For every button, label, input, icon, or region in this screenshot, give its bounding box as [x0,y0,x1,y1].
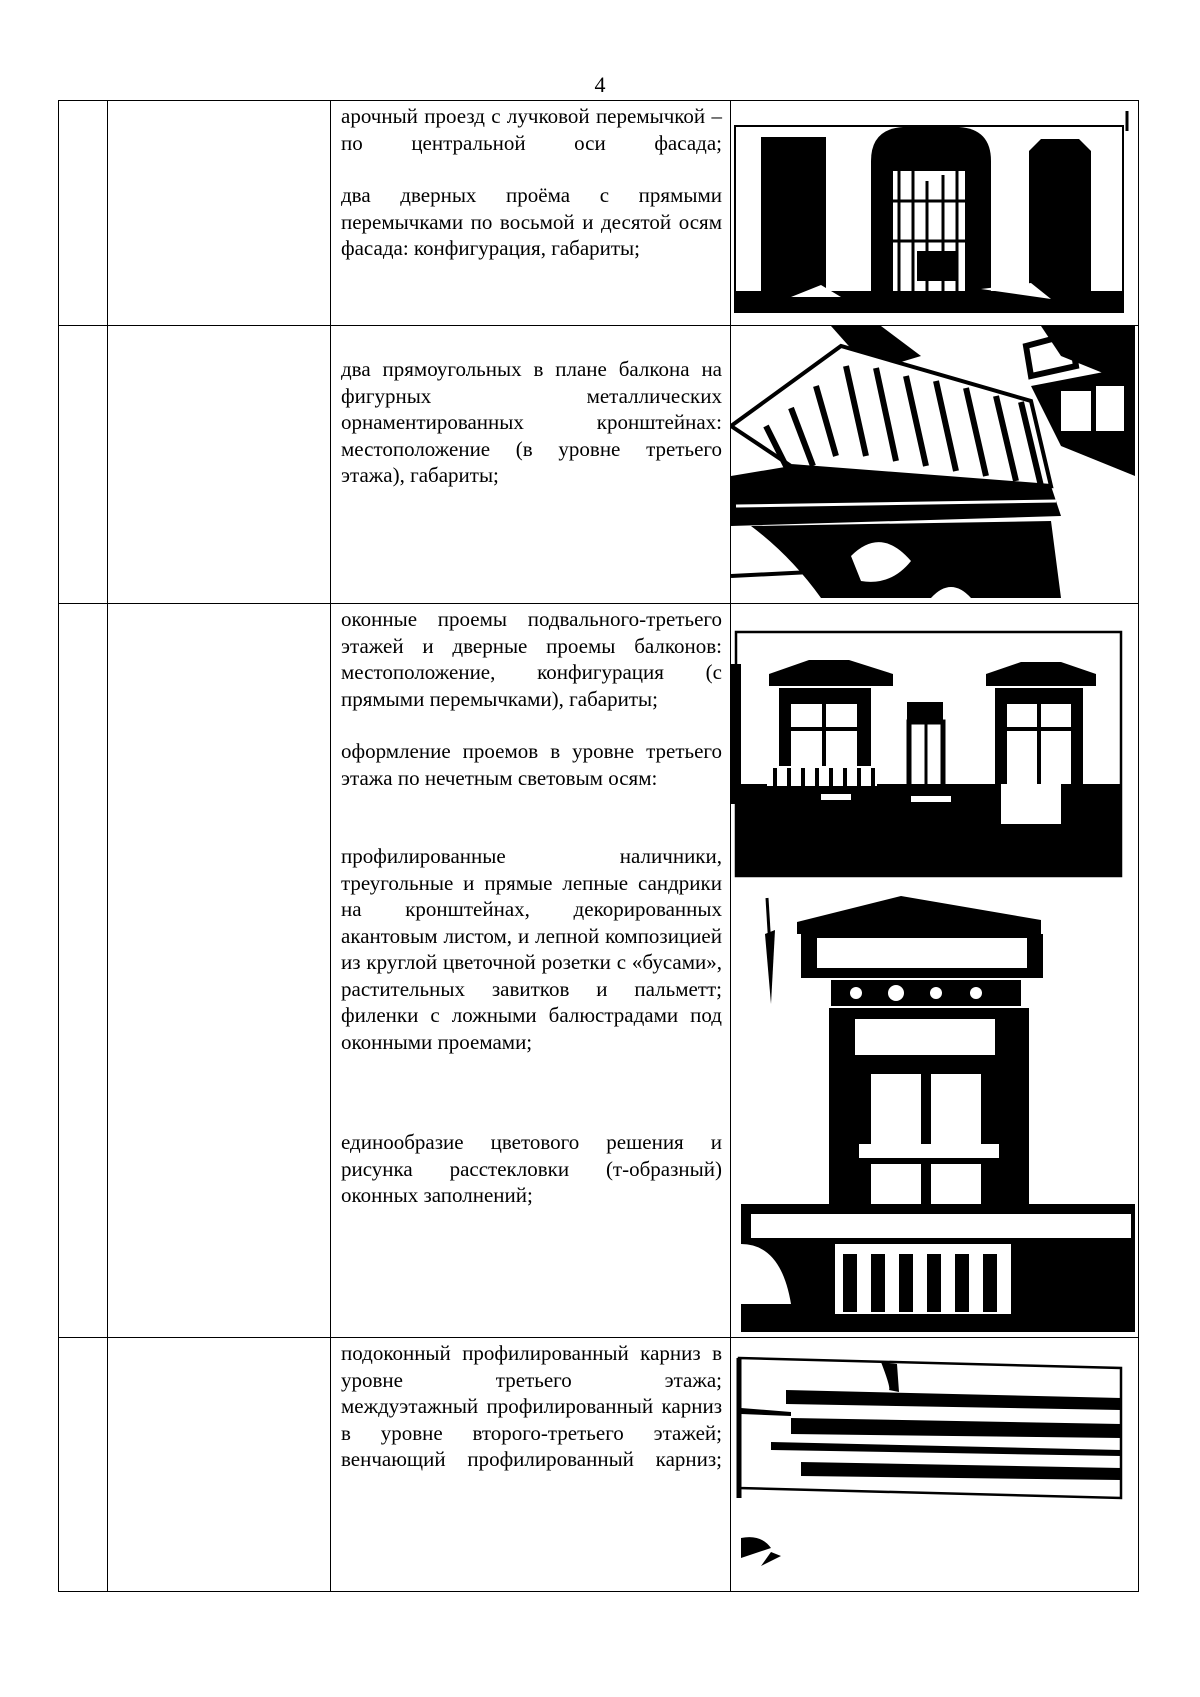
number-cell [59,101,108,326]
feature-text: междуэтажный профилированный карниз в уровне второго-третьего этажей; [341,1394,722,1445]
number-cell [59,1338,108,1592]
photo-cell [731,101,1139,326]
facade-windows-photo [731,604,1135,1332]
number-cell [59,604,108,1338]
number-cell [59,326,108,604]
feature-text: подоконный профилированный карниз в уровне третьего этажа; [341,1341,722,1392]
balcony-photo [731,326,1135,598]
photo-cell [731,604,1139,1338]
page-number: 4 [594,72,606,97]
name-cell [108,101,331,326]
table-row [59,1338,1139,1592]
feature-text: единообразие цветового решения и рисунка расстекловки (т-образный) оконных заполнений; [341,1130,722,1207]
feature-text: оформление проемов в уровне третьего этажа по нечетным световым осям: [341,739,722,790]
description-cell [331,101,731,326]
feature-text: арочный проезд с лучковой перемычкой – по центральной оси фасада; [341,104,722,155]
photo-cell [731,326,1139,604]
name-cell [108,604,331,1338]
cornices-photo [731,1338,1135,1586]
feature-text: два дверных проёма с прямыми перемычками по восьмой и десятой осям фасада: конфигурация, габариты; [341,183,722,260]
table-row [59,326,1139,604]
feature-text: оконные проемы подвального-третьего этажей и дверные проемы балконов: местоположение, конфигурация (с прямыми перемычками), габариты; [341,607,722,711]
feature-text: венчающий профилированный карниз; [341,1447,722,1471]
table-row [59,604,1139,1338]
name-cell [108,1338,331,1592]
feature-text: два прямоугольных в плане балкона на фигурных металлических орнаментированных кронштейнах: местоположение (в уровне третьего этажа), габариты; [341,357,722,487]
arched-passage-photo [731,101,1135,321]
name-cell [108,326,331,604]
table-row [59,101,1139,326]
protected-features-table [58,100,1139,1592]
description-cell [331,326,731,604]
description-cell [331,1338,731,1592]
description-cell [331,604,731,1338]
feature-text: профилированные наличники, треугольные и прямые лепные сандрики на кронштейнах, декорированных акантовым листом, и лепной композицией из круглой цветочной розетки с «бусами», растительных завитков и пальметт; филенки с ложными балюстрадами под оконными проемами; [341,844,722,1054]
photo-cell [731,1338,1139,1592]
